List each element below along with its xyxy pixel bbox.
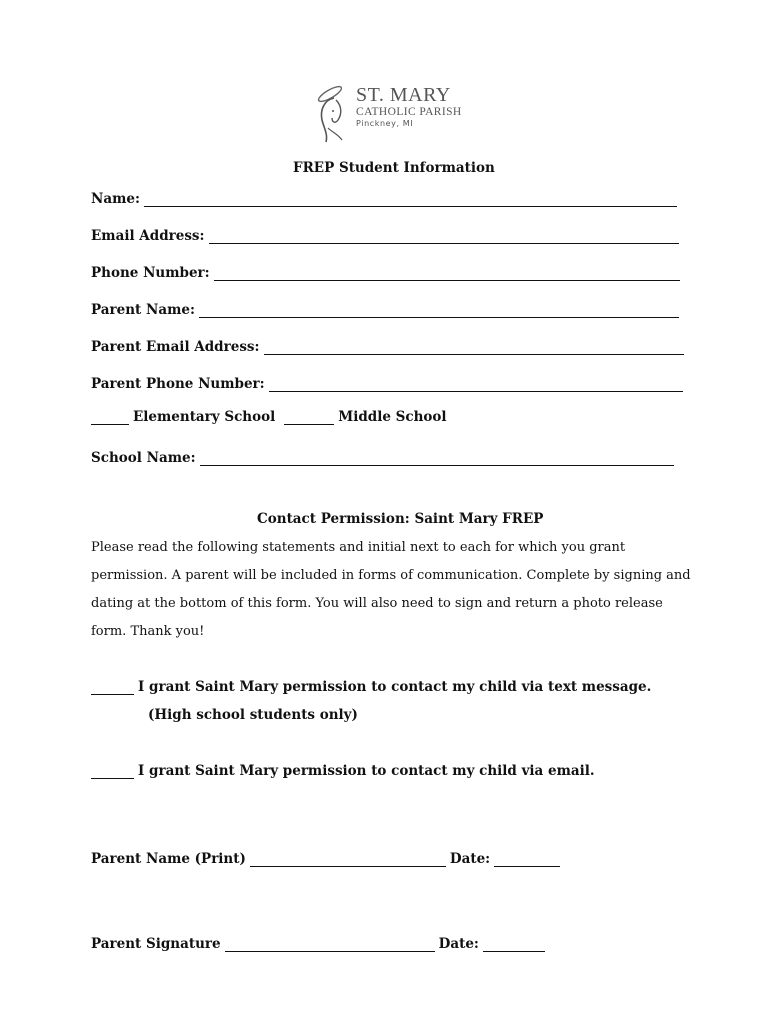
parent-phone-field[interactable] — [91, 372, 683, 392]
parent-email-label: Parent Email Address: — [91, 339, 260, 355]
parent-phone-label: Parent Phone Number: — [91, 376, 265, 392]
logo-subtitle: CATHOLIC PARISH — [356, 106, 462, 118]
name-blank[interactable] — [144, 191, 677, 207]
logo-wordmark — [356, 84, 462, 129]
parent-phone-blank[interactable] — [269, 376, 683, 392]
parent-print-row — [91, 847, 560, 867]
phone-label: Phone Number: — [91, 265, 210, 281]
parent-name-label: Parent Name: — [91, 302, 195, 318]
text-permission-statement: I grant Saint Mary permission to contact my child via text message. — [138, 679, 652, 695]
date-blank-1[interactable] — [494, 851, 560, 867]
name-label: Name: — [91, 191, 140, 207]
text-permission-row — [91, 679, 651, 695]
date-label-1: Date: — [449, 851, 491, 867]
form-title: FREP Student Information — [293, 160, 495, 176]
school-level-row — [91, 409, 447, 425]
permission-intro — [91, 534, 691, 646]
parent-print-label: Parent Name (Print) — [91, 851, 246, 867]
date-label-2: Date: — [438, 936, 479, 952]
text-permission-note: (High school students only) — [148, 707, 358, 723]
parent-name-blank[interactable] — [199, 302, 679, 318]
parent-print-blank[interactable] — [250, 851, 446, 867]
permission-title: Contact Permission: Saint Mary FREP — [257, 511, 544, 527]
intro-line-3: dating at the bottom of this form. You will also need to sign and return a photo release — [91, 596, 663, 611]
middle-blank[interactable] — [284, 409, 334, 425]
email-permission-statement: I grant Saint Mary permission to contact my child via email. — [138, 763, 595, 779]
school-name-blank[interactable] — [200, 450, 674, 466]
parent-email-blank[interactable] — [264, 339, 684, 355]
intro-line-4: form. Thank you! — [91, 624, 205, 639]
parent-signature-row — [91, 932, 545, 952]
email-blank[interactable] — [209, 228, 679, 244]
parent-signature-label: Parent Signature — [91, 936, 221, 952]
middle-label: Middle School — [338, 409, 447, 425]
school-name-field[interactable] — [91, 446, 674, 466]
parent-email-field[interactable] — [91, 335, 684, 355]
name-field[interactable] — [91, 187, 677, 207]
intro-line-1: Please read the following statements and initial next to each for which you grant — [91, 540, 626, 555]
phone-blank[interactable] — [214, 265, 680, 281]
date-blank-2[interactable] — [483, 936, 545, 952]
parent-name-field[interactable] — [91, 298, 679, 318]
email-permission-row — [91, 763, 595, 779]
text-initial-blank[interactable] — [91, 679, 134, 695]
school-name-label: School Name: — [91, 450, 196, 466]
email-initial-blank[interactable] — [91, 763, 134, 779]
email-label: Email Address: — [91, 228, 205, 244]
parent-signature-blank[interactable] — [225, 936, 435, 952]
logo-location: Pinckney, MI — [356, 119, 414, 128]
logo-title: ST. MARY — [356, 84, 451, 106]
intro-line-2: permission. A parent will be included in forms of communication. Complete by signing and — [91, 568, 691, 583]
phone-field[interactable] — [91, 261, 680, 281]
parish-logo — [312, 84, 462, 146]
elementary-label: Elementary School — [133, 409, 276, 425]
madonna-logo-icon — [312, 84, 352, 146]
elementary-blank[interactable] — [91, 409, 129, 425]
email-field[interactable] — [91, 224, 679, 244]
